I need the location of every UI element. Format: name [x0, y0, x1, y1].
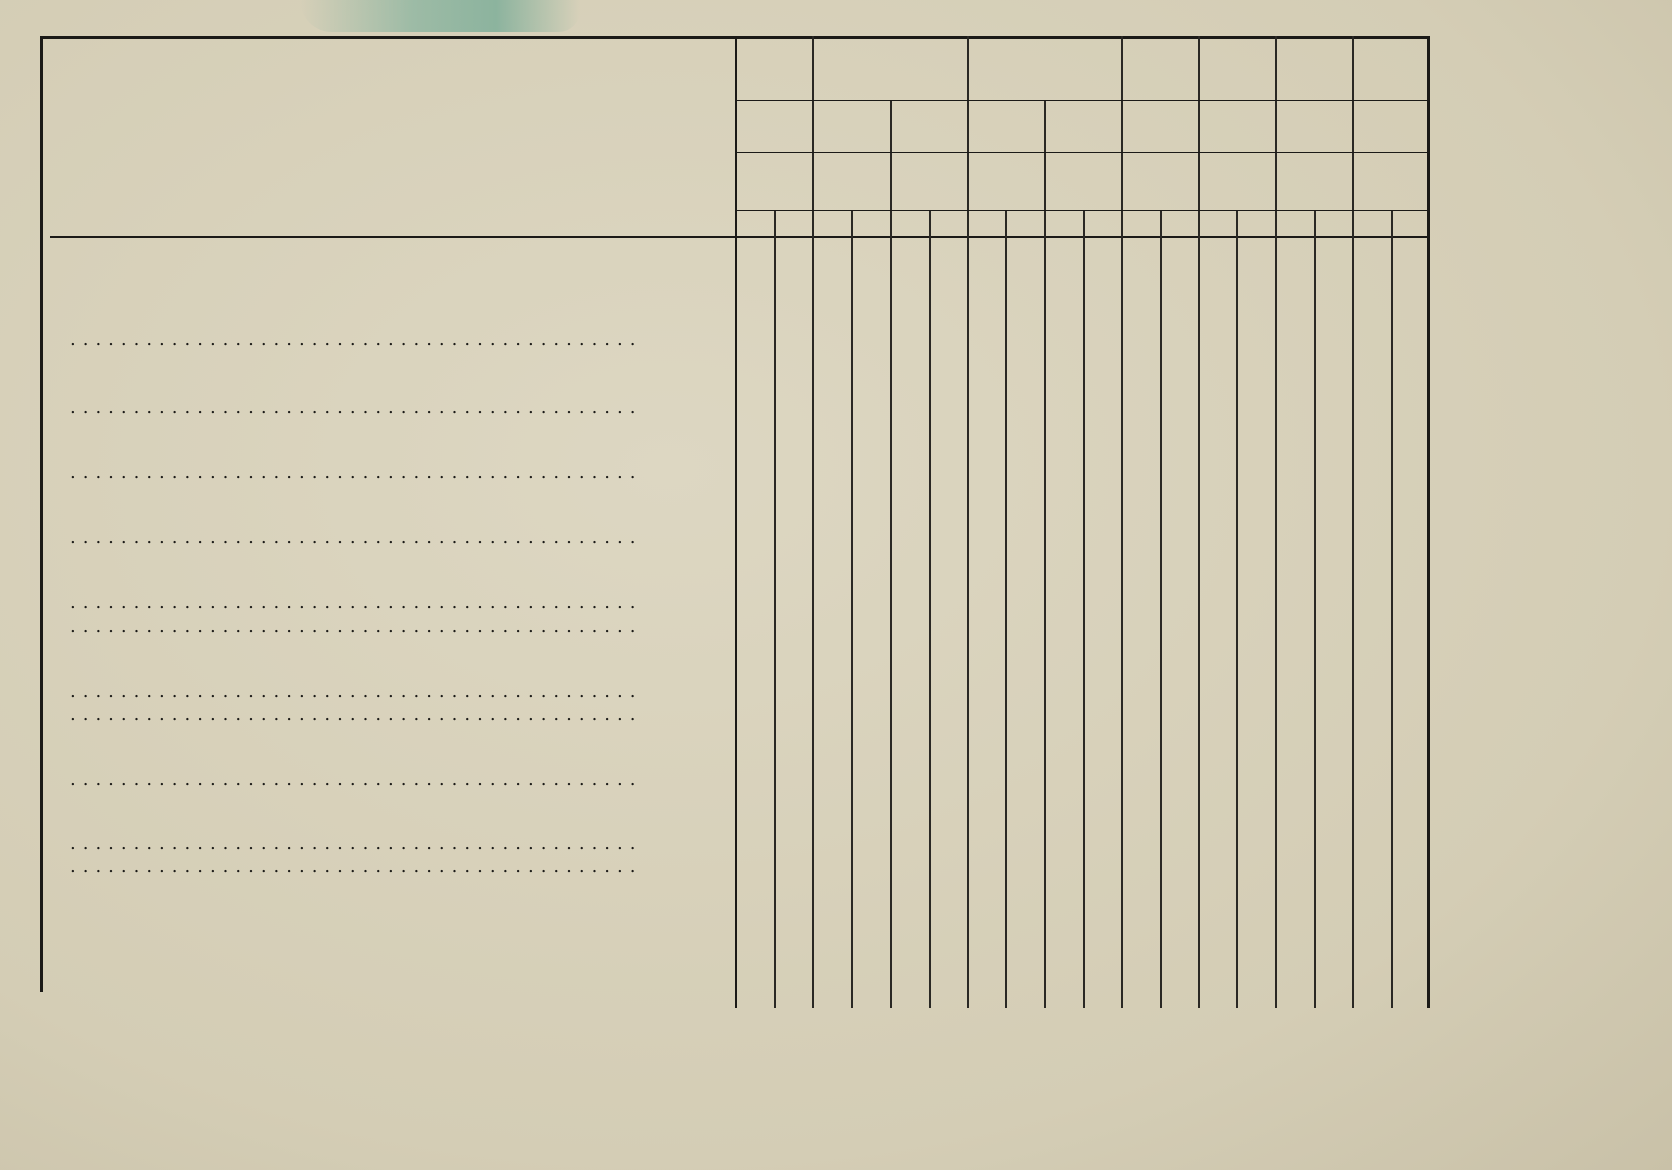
header-bottom-rule — [50, 236, 1430, 238]
first-col-divider — [735, 36, 737, 1008]
column-line — [1352, 36, 1354, 1008]
column-line — [1083, 210, 1085, 1008]
column-line — [1160, 210, 1162, 1008]
column-line — [851, 210, 853, 1008]
product-name-rule — [737, 100, 1427, 101]
column-line — [1121, 36, 1123, 1008]
leader-dots: ............................................. — [70, 527, 643, 548]
leader-dots: ............................................. — [70, 329, 643, 350]
column-line — [1044, 210, 1046, 1008]
column-line — [929, 210, 931, 1008]
leader-dots: ............................................. — [70, 462, 643, 483]
column-line — [774, 210, 776, 1008]
column-line — [890, 210, 892, 1008]
column-line — [1314, 210, 1316, 1008]
subcolumn-line — [1044, 100, 1046, 210]
trade-rule — [737, 152, 1427, 153]
column-line — [1236, 210, 1238, 1008]
ink-stain — [300, 0, 580, 32]
column-line — [1391, 210, 1393, 1008]
leader-dots: ............................................. — [70, 704, 643, 725]
column-line — [1198, 36, 1200, 1008]
leader-dots: ............................................. — [70, 833, 643, 854]
right-border — [1427, 36, 1430, 1008]
leader-dots: ............................................. — [70, 592, 643, 613]
column-line — [967, 36, 969, 1008]
column-line — [812, 36, 814, 1008]
leader-dots: ............................................. — [70, 856, 643, 877]
leader-dots: ............................................. — [70, 397, 643, 418]
unit-rule — [737, 210, 1427, 211]
left-border — [40, 36, 43, 992]
leader-dots: ............................................. — [70, 769, 643, 790]
leader-dots: ............................................. — [70, 681, 643, 702]
subcolumn-line — [890, 100, 892, 210]
column-line — [1005, 210, 1007, 1008]
column-line — [1275, 36, 1277, 1008]
leader-dots: ............................................. — [70, 616, 643, 637]
